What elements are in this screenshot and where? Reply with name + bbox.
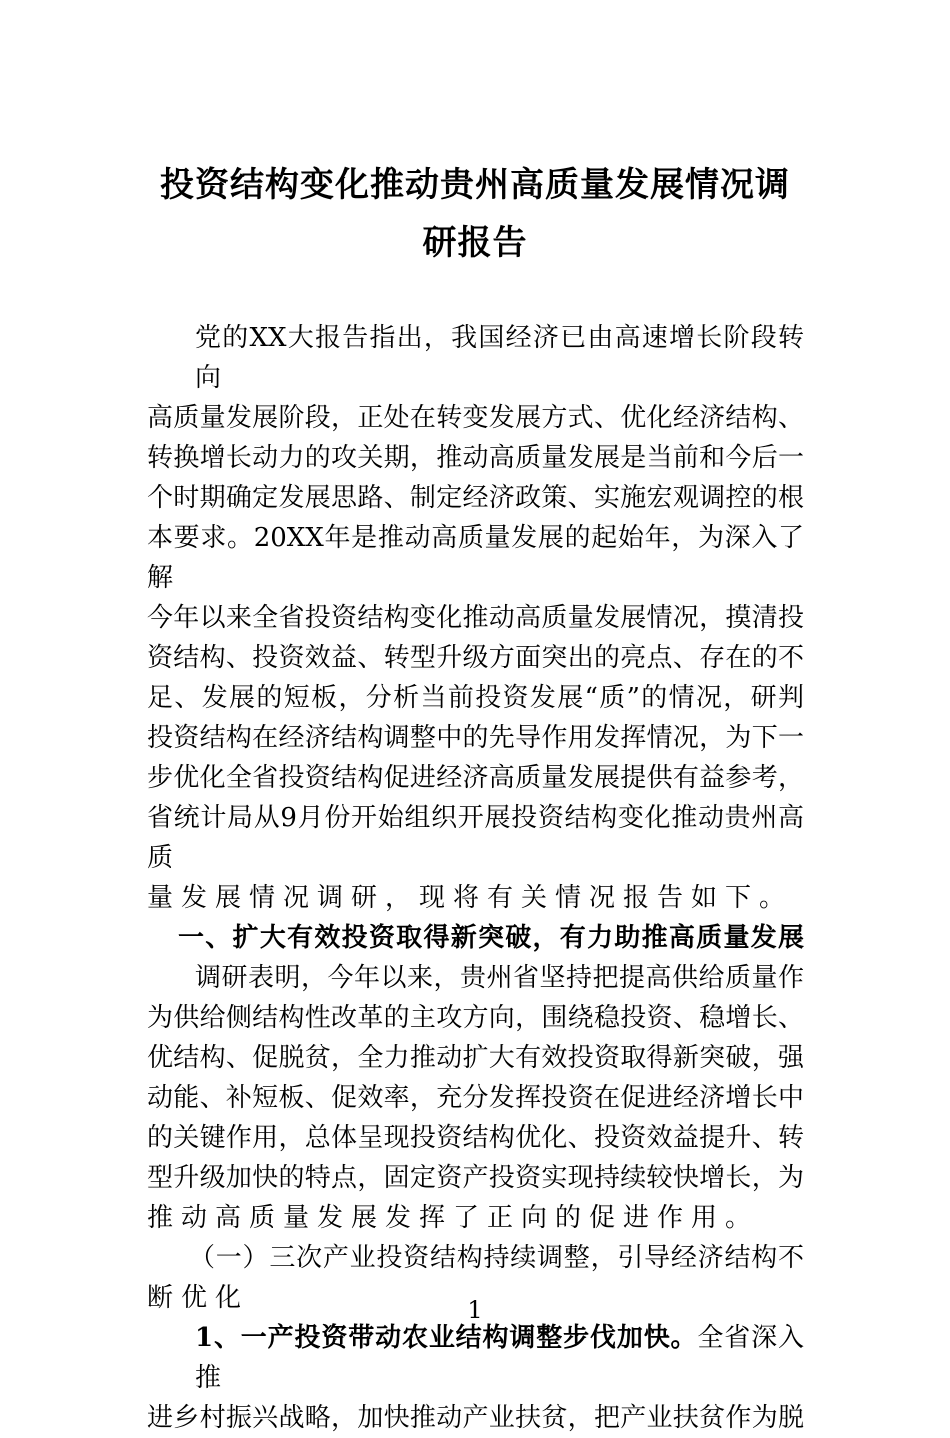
section-heading: 一、扩大有效投资取得新突破，有力助推高质量发展 bbox=[178, 923, 804, 953]
text-line: 今年以来全省投资结构变化推动高质量发展情况，摸清投 bbox=[147, 603, 804, 633]
text-line: 型升级加快的特点，固定资产投资实现持续较快增长，为 bbox=[147, 1163, 804, 1193]
document-title-line-2: 研报告 bbox=[422, 223, 528, 263]
text-line: 个时期确定发展思路、制定经济政策、实施宏观调控的根 bbox=[147, 483, 804, 513]
text-line: 动能、补短板、促效率，充分发挥投资在促进经济增长中 bbox=[147, 1083, 804, 1113]
line-text: 全省深入推 bbox=[195, 1323, 804, 1393]
text-line: （一）三次产业投资结构持续调整，引导经济结构不 bbox=[189, 1243, 804, 1273]
text-line: 党的XX大报告指出，我国经济已由高速增长阶段转向 bbox=[195, 323, 804, 393]
text-line: 投资结构在经济结构调整中的先导作用发挥情况，为下一 bbox=[147, 723, 804, 753]
text-line: 足、发展的短板，分析当前投资发展“质”的情况，研判 bbox=[147, 683, 804, 713]
text-line: 资结构、投资效益、转型升级方面突出的亮点、存在的不 bbox=[147, 643, 804, 673]
text-line: 为供给侧结构性改革的主攻方向，围绕稳投资、稳增长、 bbox=[147, 1003, 804, 1033]
text-line: 断优化 bbox=[147, 1283, 250, 1313]
text-line: 本要求。20XX年是推动高质量发展的起始年，为深入了解 bbox=[147, 523, 804, 593]
text-line: 的关键作用，总体呈现投资结构优化、投资效益提升、转 bbox=[147, 1123, 804, 1153]
text-line: 推动高质量发展发挥了正向的促进作用。 bbox=[147, 1203, 760, 1233]
text-line: 步优化全省投资结构促进经济高质量发展提供有益参考， bbox=[147, 763, 804, 793]
text-line: 转换增长动力的攻关期，推动高质量发展是当前和今后一 bbox=[147, 443, 804, 473]
text-line: 省统计局从9月份开始组织开展投资结构变化推动贵州高质 bbox=[147, 803, 804, 873]
text-line: 量发展情况调研，现将有关情况报告如下。 bbox=[147, 883, 794, 913]
text-line: 进乡村振兴战略，加快推动产业扶贫，把产业扶贫作为脱 bbox=[147, 1403, 804, 1433]
page-number: 1 bbox=[467, 1296, 483, 1324]
document-body bbox=[147, 318, 804, 1438]
text-line: 高质量发展阶段，正处在转变发展方式、优化经济结构、 bbox=[147, 403, 804, 433]
bold-lead-in: 1、一产投资带动农业结构调整步伐加快。 bbox=[195, 1323, 698, 1353]
text-line: 调研表明，今年以来，贵州省坚持把提高供给质量作 bbox=[195, 963, 804, 993]
text-line: 优结构、促脱贫，全力推动扩大有效投资取得新突破，强 bbox=[147, 1043, 804, 1073]
document-title-line-1: 投资结构变化推动贵州高质量发展情况调 bbox=[160, 165, 790, 205]
text-line bbox=[147, 1318, 804, 1398]
